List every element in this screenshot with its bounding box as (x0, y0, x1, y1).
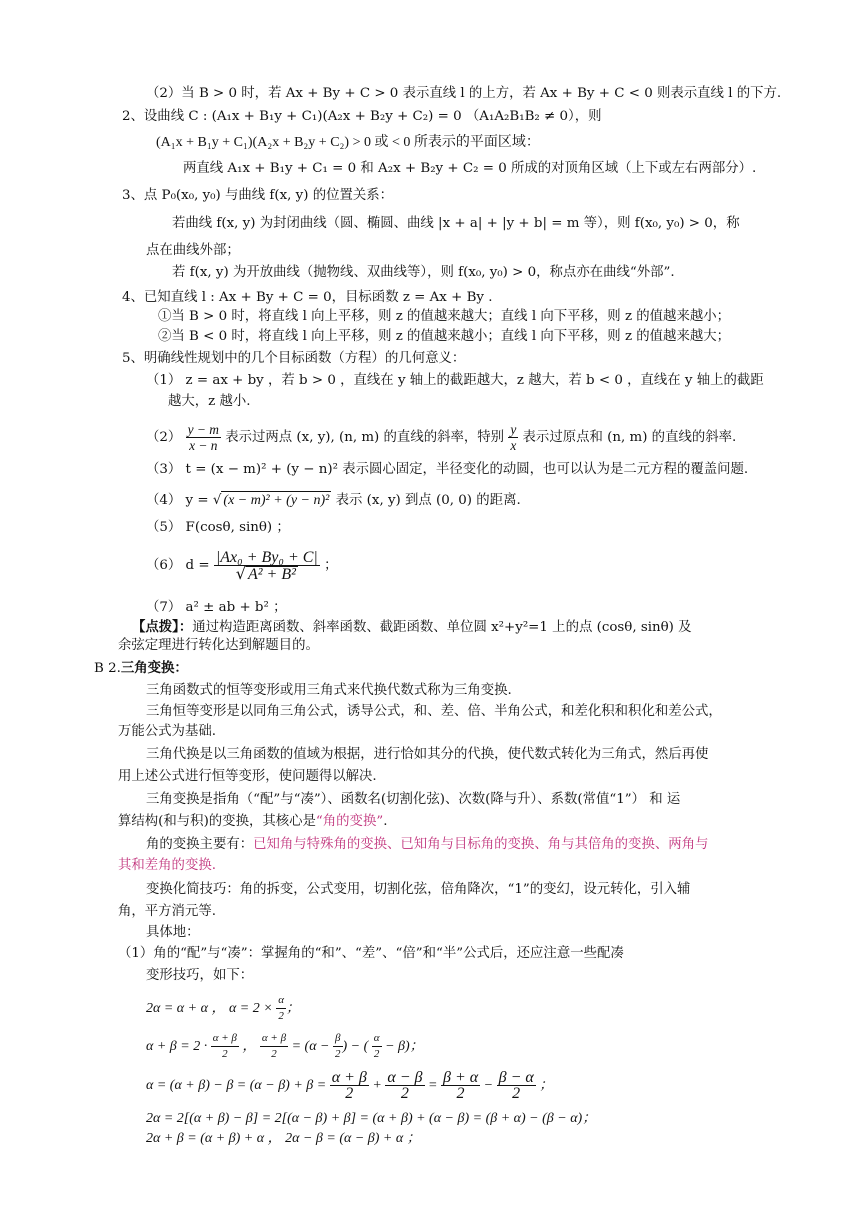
text-line: 4、已知直线 l : Ax + By + C = 0，目标函数 z = Ax + By . (122, 290, 493, 305)
section-title: 三角变换： (120, 660, 188, 676)
formula-line: 2α = 2[(α + β) − β] = 2[(α − β) + β] = (α + β) + (α − β) = (β + α) − (β − α)； (146, 1111, 597, 1126)
text-line: ①当 B > 0 时，将直线 l 向上平移，则 z 的值越来越大；直线 l 向下平移，则 z 的值越来越小； (158, 309, 731, 324)
text-line: 若 f(x, y) 为开放曲线（抛物线、双曲线等），则 f(x₀, y₀) > 0，称点亦在曲线“外部”. (172, 265, 675, 280)
formula-line (146, 1030, 424, 1064)
text-line: 3、点 P₀(x₀, y₀) 与曲线 f(x, y) 的位置关系： (122, 188, 394, 203)
fraction (497, 1070, 536, 1101)
text-line: 万能公式为基础. (118, 724, 216, 739)
denominator: A² + B² (247, 565, 296, 583)
fraction (508, 422, 518, 453)
fraction (441, 1070, 480, 1101)
numerator: α − β (387, 1069, 423, 1087)
formula-line-point-distance (146, 546, 337, 586)
fraction (372, 1031, 382, 1062)
item-label: （4） y = (146, 493, 209, 508)
highlight-line: 其和差角的变换. (118, 858, 216, 873)
text-line: 越大，z 越小. (168, 394, 251, 409)
denominator: 2 (400, 1085, 409, 1103)
fraction (330, 1070, 369, 1101)
formula-span: − β)； (385, 1039, 424, 1054)
formula-span: = (α − (291, 1039, 330, 1054)
highlight-text: 已知角与特殊角的变换、已知角与目标角的变换、角与其倍角的变换、两角与 (253, 837, 709, 852)
numerator: α + β (331, 1069, 367, 1087)
text-line: （1） z = ax + by ，若 b > 0 ，直线在 y 轴上的截距越大，z 越大，若 b < 0 ，直线在 y 轴上的截距 (146, 373, 764, 388)
item-label: （6） d = (146, 558, 210, 573)
numerator: β + α (442, 1069, 479, 1087)
section-heading (94, 659, 188, 678)
tip-line (132, 618, 692, 637)
numerator: α (372, 1031, 382, 1047)
text-line: 变换化简技巧：角的拆变，公式变用，切割化弦，倍角降次，“1”的变幻，设元转化，引入辅 (146, 882, 691, 897)
denominator: x (510, 438, 517, 453)
text-line: （3） t = (x − m)² + (y − n)² 表示圆心固定，半径变化的动圆，也可以认为是二元方程的覆盖问题. (146, 462, 749, 477)
denominator: 2 (373, 1048, 380, 1061)
formula-span: = (428, 1078, 438, 1093)
sqrt-body: (x − m)² + (y − n)² (223, 493, 330, 508)
fraction (186, 422, 221, 453)
text-line: （7） a² ± ab + b² ； (146, 600, 287, 615)
formula-span: 2α = α + α ， α = 2 × (146, 1001, 273, 1016)
text-line: 两直线 A₁x + B₁y + C₁ = 0 和 A₂x + B₂y + C₂ = 0 所成的对顶角区域（上下或左右两部分）. (183, 161, 757, 176)
text-span: 角的变换主要有： (146, 837, 254, 852)
text-span: 表示过原点和 (n, m) 的直线的斜率. (522, 430, 737, 445)
text-line: 5、明确线性规划中的几个目标函数（方程）的几何意义： (122, 351, 466, 366)
text-line: 若曲线 f(x, y) 为封闭曲线（圆、椭圆、曲线 |x + a| + |y + b| = m 等），则 f(x₀, y₀) > 0，称 (172, 216, 740, 231)
tip-label: 【点拨】： (132, 619, 193, 635)
numerator: β − α (498, 1069, 534, 1087)
fraction (214, 550, 320, 582)
sqrt-sign: √ (212, 493, 222, 508)
denominator: 2 (335, 1048, 341, 1061)
text-line: （5） F(cosθ, sinθ) ； (146, 520, 290, 535)
numerator: y − m (187, 422, 219, 437)
formula-line (146, 992, 300, 1026)
formula-span: ， (242, 1039, 257, 1054)
text-span: 通过构造距离函数、斜率函数、截距函数、单位圆 x²+y²=1 上的点 (cosθ, sinθ) 及 (192, 620, 692, 635)
text-line: 用上述公式进行恒等变形，使问题得以解决. (118, 769, 377, 784)
sqrt-sign: √ (235, 563, 246, 583)
fraction (211, 1031, 239, 1062)
text-line: （2）当 B > 0 时，若 Ax + By + C > 0 表示直线 l 的上方，若 Ax + By + C < 0 则表示直线 l 的下方. (146, 86, 782, 101)
text-line: ②当 B < 0 时，将直线 l 向上平移，则 z 的值越来越小；直线 l 向下平移，则 z 的值越来越大； (158, 329, 731, 344)
formula-span: α + β = 2 · (146, 1039, 208, 1054)
formula-line: 2α + β = (α + β) + α ， 2α − β = (α − β) + α ； (146, 1131, 421, 1146)
text-line: 具体地： (146, 925, 200, 940)
text-line: 2、设曲线 C : (A₁x + B₁y + C₁)(A₂x + B₂y + C₂) = 0 （A₁A₂B₁B₂ ≠ 0），则 (122, 109, 602, 124)
fraction (385, 1070, 424, 1101)
text-line: 点在曲线外部； (146, 243, 240, 258)
formula-line-distance (146, 491, 521, 510)
text-span: . (383, 814, 388, 829)
denominator: 2 (456, 1085, 465, 1103)
text-line: 变形技巧，如下： (146, 968, 254, 983)
denominator: 2 (512, 1085, 521, 1103)
formula-span: ； (539, 1078, 554, 1093)
text-line: 角，平方消元等. (118, 904, 216, 919)
formula-span: + (372, 1078, 382, 1093)
formula-span: α = (α + β) − β = (α − β) + β = (146, 1078, 327, 1093)
text-line: 三角变换是指角（“配”与“凑”）、函数名(切割化弦)、次数(降与升）、系数(常值“1”） 和 运 (146, 792, 681, 807)
formula-span: ) − ( (342, 1039, 369, 1054)
denominator: x − n (189, 438, 218, 453)
fraction (260, 1031, 288, 1062)
text-line: 余弦定理进行转化达到解题目的。 (118, 638, 319, 653)
numerator: α (276, 993, 286, 1009)
numerator: y (510, 422, 517, 437)
numerator: α + β (211, 1031, 239, 1047)
formula-span: − (483, 1078, 494, 1093)
denominator: 2 (222, 1048, 228, 1061)
numerator: β (333, 1031, 343, 1047)
text-line (118, 813, 387, 831)
denominator: 2 (345, 1085, 354, 1103)
denominator: 2 (278, 1010, 284, 1023)
text-span: 算结构(和与积)的变换，其核心是 (118, 814, 316, 829)
formula-span: ； (285, 1001, 300, 1016)
denominator: 2 (271, 1048, 277, 1061)
formula-line (146, 1068, 553, 1104)
text-line (146, 836, 708, 854)
text-line: 三角恒等变形是以同角三角公式，诱导公式，和、差、倍、半角公式，和差化积和积化和差公式， (146, 704, 722, 719)
text-line: （1）角的“配”与“凑”：掌握角的“和”、“差”、“倍”和“半”公式后，还应注意一些配凑 (118, 946, 624, 961)
numerator: |Ax₀ + By₀ + C| (215, 548, 318, 566)
highlight-text: “角的变换” (315, 814, 384, 829)
formula-line-slope (146, 420, 736, 456)
text-span: ； (324, 558, 338, 573)
text-line: 三角函数式的恒等变形或用三角式来代换代数式称为三角变换. (146, 683, 512, 698)
formula-line: (A₁x + B₁y + C₁)(A₂x + B₂y + C₂) > 0 或 < 0 所表示的平面区域： (156, 135, 540, 150)
text-span: 表示 (x, y) 到点 (0, 0) 的距离. (335, 493, 521, 508)
fraction (276, 993, 286, 1024)
section-number: B 2. (94, 661, 121, 676)
item-label: （2） (146, 430, 182, 445)
numerator: α + β (260, 1031, 288, 1047)
text-line: 三角代换是以三角函数的值域为根据，进行恰如其分的代换，使代数式转化为三角式，然后再使 (146, 747, 709, 762)
fraction (333, 1031, 343, 1062)
text-span: 表示过两点 (x, y), (n, m) 的直线的斜率，特别 (225, 430, 505, 445)
